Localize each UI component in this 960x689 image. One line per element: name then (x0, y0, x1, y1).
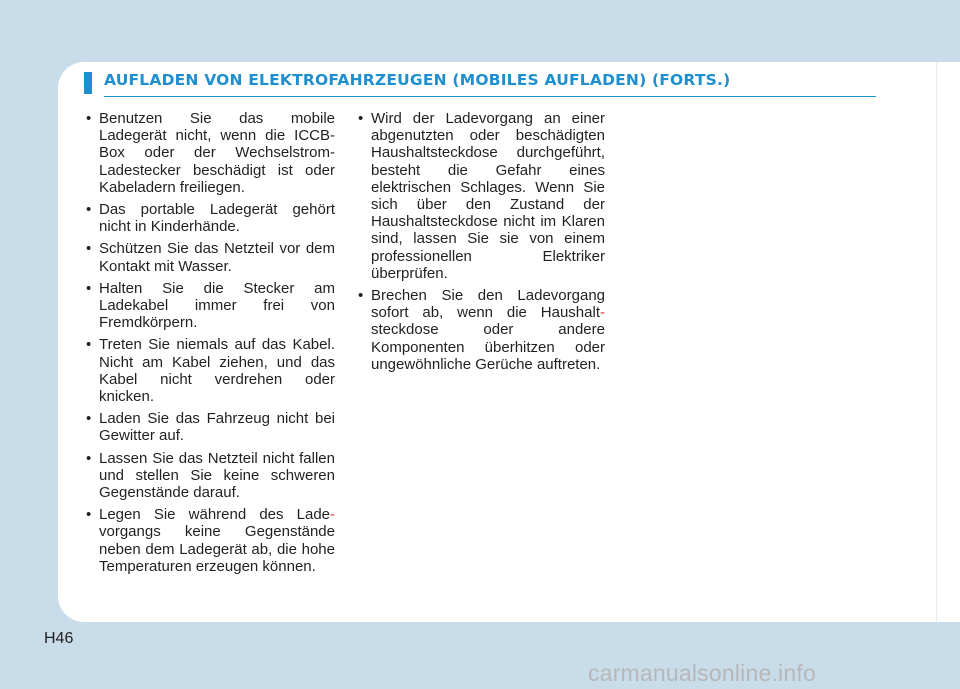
bullet-marker: • (86, 336, 92, 354)
bullet-marker: • (86, 449, 92, 467)
watermark: carmanualsonline.info (588, 660, 816, 686)
list-item-text-start: Legen Sie während des Lade (99, 506, 330, 524)
hyphenation-mark: - (330, 506, 335, 524)
section-title: AUFLADEN VON ELEKTROFAHRZEUGEN (MOBILES AUFLADEN) (FORTS.) (104, 71, 731, 89)
list-item-text: Treten Sie niemals auf das Kabel. Nicht am Kabel ziehen, und das Kabel nicht verdrehen oder knicken. (99, 336, 335, 406)
header-underline (104, 96, 876, 97)
section-header (84, 70, 876, 98)
page-edge-line (936, 62, 937, 622)
hyphenation-mark: - (600, 304, 605, 322)
list-item (80, 450, 335, 502)
header-accent-bar (84, 72, 92, 94)
list-item-text-start: Brechen Sie den Ladevorgang sofort ab, wenn die Haushalt (371, 287, 605, 322)
bullet-marker: • (86, 201, 92, 219)
list-item-text: Halten Sie die Stecker am Ladekabel immer frei von Fremdkörpern. (99, 279, 335, 332)
bullet-marker: • (86, 110, 92, 127)
bullet-marker: • (86, 410, 92, 428)
list-item-text: Wird der Ladevorgang an einer abgenutzten oder beschädigten Haushaltsteckdose durchgeführt, besteht die Gefahr eines elektrischen Schlages. Wenn Sie sich über den Zustand der Haushaltsteckdose nicht im Klaren sind, lassen Sie sie von einem professionellen Elektriker überprüfen. (371, 110, 605, 282)
list-item (352, 287, 605, 373)
bullet-marker: • (358, 110, 364, 127)
list-item (80, 336, 335, 405)
list-item (80, 410, 335, 444)
list-item-text: Das portable Ladegerät gehört nicht in Kinderhände. (99, 201, 335, 236)
bullet-marker: • (86, 506, 92, 524)
page-number: H46 (44, 630, 74, 647)
bullet-marker: • (358, 287, 364, 305)
list-item-text-end: steckdose oder andere Komponenten überhitzen oder ungewöhnliche Gerüche auftreten. (371, 321, 605, 373)
bullet-marker: • (86, 240, 92, 258)
list-item-text: Laden Sie das Fahrzeug nicht bei Gewitter auf. (99, 410, 335, 445)
list-item-text: Schützen Sie das Netzteil vor dem Kontakt mit Wasser. (99, 240, 335, 275)
list-item (80, 201, 335, 235)
list-item (352, 110, 605, 282)
list-item (80, 110, 335, 196)
list-item (80, 280, 335, 332)
list-item-text: Benutzen Sie das mobile Ladegerät nicht, wenn die ICCB-Box oder der Wechselstrom-Ladestecker beschädigt ist oder Kabeladern freiliegen. (99, 110, 335, 196)
list-item (80, 506, 335, 575)
list-item-text-end: vorgangs keine Gegenstände neben dem Ladegerät ab, die hohe Temperaturen erzeugen können. (99, 523, 335, 575)
left-bullet-list (80, 110, 335, 575)
left-column (80, 110, 335, 580)
list-item (80, 240, 335, 274)
right-bullet-list (352, 110, 605, 373)
bullet-marker: • (86, 279, 92, 297)
list-item-text: Lassen Sie das Netzteil nicht fallen und stellen Sie keine schweren Gegenstände darauf. (99, 449, 335, 502)
right-column (352, 110, 605, 378)
